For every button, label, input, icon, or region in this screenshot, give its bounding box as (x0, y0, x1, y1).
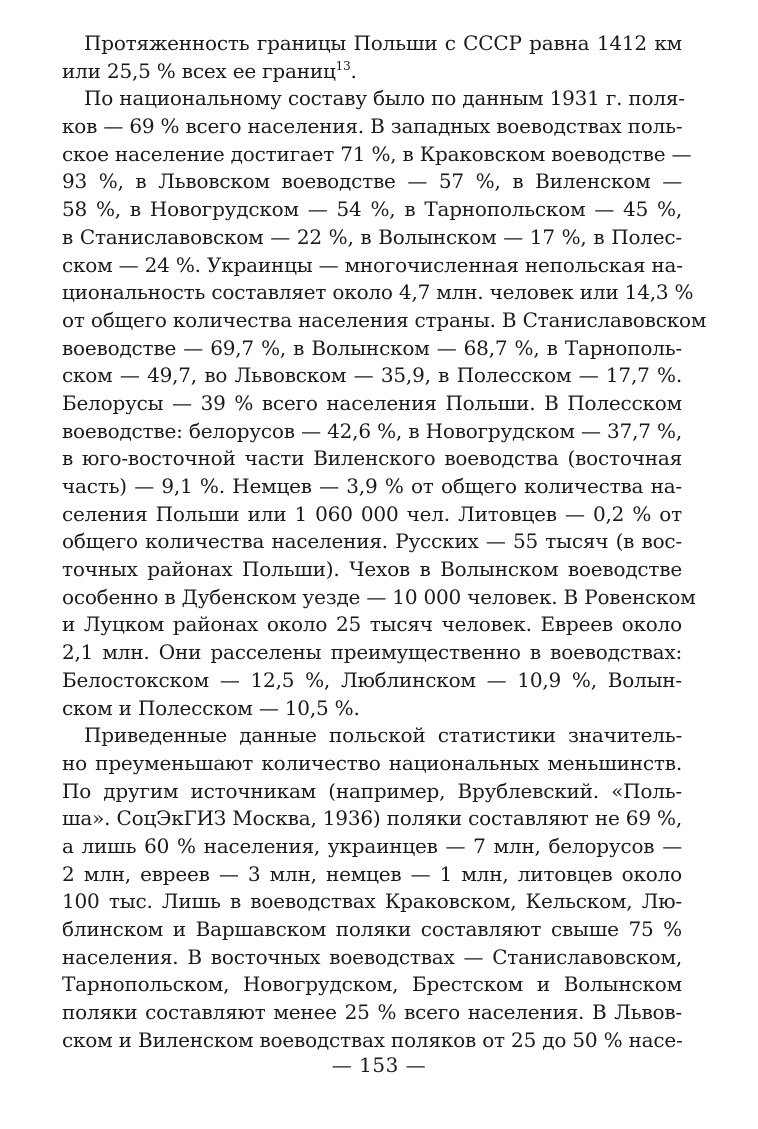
text-line: 2,1 млн. Они расселены преимущественно в воеводствах: (62, 640, 682, 665)
text-line: а лишь 60 % населения, украинцев — 7 млн, белорусов — (62, 833, 682, 858)
text-line: 2 млн, евреев — 3 млн, немцев — 1 млн, литовцев около (62, 861, 682, 886)
text-line: или 25,5 % всех ее границ$^{13}$. (62, 58, 357, 83)
text-line: воеводстве: белорусов — 42,6 %, в Новогрудском — 37,7 %, (62, 418, 682, 443)
text-line: Приведенные данные польской статистики значитель- (84, 723, 682, 748)
text-line: ском — 24 %. Украинцы — многочисленная непольская на- (62, 252, 683, 277)
text-line: ском — 49,7, во Львовском — 35,9, в Полесском — 17,7 %. (62, 363, 682, 388)
text-line: особенно в Дубенском уезде — 10 000 человек. В Ровенском (62, 584, 696, 609)
text-line: точных районах Польши). Чехов в Волынском воеводстве (62, 557, 682, 582)
text-line: от общего количества населения страны. В Станиславовском (62, 307, 707, 332)
paragraph-3 (62, 722, 682, 1054)
text-line: общего количества населения. Русских — 55 тысяч (в вос- (62, 529, 682, 554)
text-line-content: или 25,5 % всех ее границ (62, 58, 336, 83)
text-line: в юго-восточной части Виленского воеводства (восточная (62, 446, 682, 471)
text-line: ском и Виленском воеводствах поляков от 25 до 50 % насе- (62, 1027, 683, 1052)
text-line: селения Польши или 1 060 000 чел. Литовцев — 0,2 % от (62, 501, 682, 526)
body-text (62, 30, 707, 1054)
text-line: Тарнопольском, Новогрудском, Брестском и Волынском (62, 972, 682, 997)
text-line: 58 %, в Новогрудском — 54 %, в Тарнопольском — 45 %, (62, 197, 682, 222)
text-line: поляки составляют менее 25 % всего населения. В Львов- (62, 1000, 682, 1025)
text-line: но преуменьшают количество национальных меньшинств. (62, 750, 682, 775)
text-line: циональность составляет около 4,7 млн. человек или 14,3 % (62, 280, 694, 305)
text-line: часть) — 9,1 %. Немцев — 3,9 % от общего количества на- (62, 474, 682, 498)
text-line: населения. В восточных воеводствах — Станиславовском, (62, 944, 682, 969)
text-line: Протяженность границы Польши с СССР равна 1412 км (84, 31, 682, 55)
paragraph-1 (62, 30, 682, 85)
text-line: 93 %, в Львовском воеводстве — 57 %, в Виленском — (62, 169, 682, 194)
text-line: и Луцком районах около 25 тысяч человек. Евреев около (62, 612, 682, 637)
text-line: ков — 69 % всего населения. В западных воеводствах поль- (62, 114, 683, 139)
text-line: Белостокском — 12,5 %, Люблинском — 10,9 %, Волын- (62, 667, 682, 692)
text-line: в Станиславовском — 22 %, в Волынском — 17 %, в Полес- (62, 224, 682, 249)
text-line: Белорусы — 39 % всего населения Польши. В Полесском (62, 390, 682, 415)
text-line: блинском и Варшавском поляки составляют свыше 75 % (62, 917, 682, 941)
footnote-marker: 13 (335, 58, 351, 73)
text-line: ском и Полесском — 10,5 %. (62, 695, 360, 720)
text-line: 100 тыс. Лишь в воеводствах Краковском, Кельском, Лю- (62, 889, 682, 914)
paragraph-2 (62, 85, 707, 722)
text-line: ша». СоцЭкГИЗ Москва, 1936) поляки составляют не 69 %, (62, 806, 682, 831)
text-line: По другим источникам (например, Врублевский. «Поль- (62, 778, 682, 803)
page-number: — 153 — (331, 1053, 427, 1077)
text-line: По национальному составу было по данным 1931 г. поля- (84, 86, 685, 111)
text-line: воеводстве — 69,7 %, в Волынском — 68,7 %, в Тарнополь- (62, 335, 682, 360)
text-line: ское население достигает 71 %, в Краковском воеводстве — (62, 141, 692, 166)
